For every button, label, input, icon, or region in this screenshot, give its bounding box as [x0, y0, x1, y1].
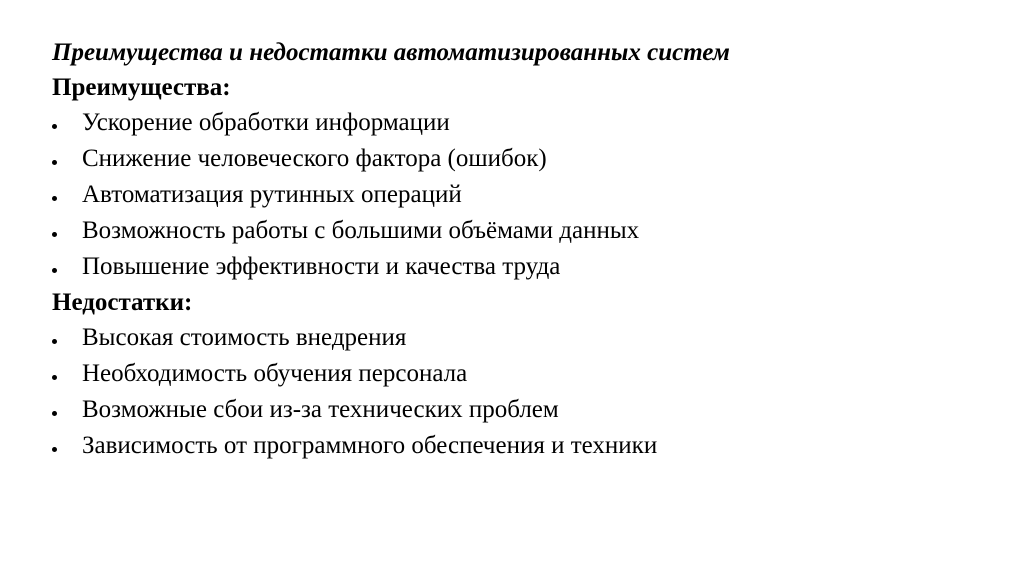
- advantage-item-text: Автоматизация рутинных операций: [82, 181, 462, 208]
- advantage-item-text: Повышение эффективности и качества труда: [82, 253, 561, 280]
- advantage-item: [52, 105, 992, 141]
- bullet-icon: [52, 232, 57, 237]
- bullet-icon: [52, 375, 57, 380]
- bullet-icon: [52, 196, 57, 201]
- disadvantages-heading: Недостатки:: [52, 289, 193, 316]
- disadvantage-item: [52, 320, 992, 356]
- advantage-item: [52, 177, 992, 213]
- advantage-item: [52, 213, 992, 249]
- slide-content: [52, 35, 992, 464]
- advantage-item: [52, 249, 992, 285]
- bullet-icon: [52, 160, 57, 165]
- disadvantage-item-text: Необходимость обучения персонала: [82, 360, 468, 387]
- bullet-icon: [52, 447, 57, 452]
- advantages-heading: Преимущества:: [52, 74, 231, 101]
- slide-title: Преимущества и недостатки автоматизированных систем: [52, 39, 730, 66]
- disadvantage-item-text: Высокая стоимость внедрения: [82, 324, 407, 351]
- bullet-icon: [52, 339, 57, 344]
- bullet-icon: [52, 268, 57, 273]
- bullet-icon: [52, 124, 57, 129]
- advantage-item-text: Возможность работы с большими объёмами данных: [82, 217, 640, 244]
- disadvantages-list: [52, 320, 992, 464]
- advantage-item-text: Снижение человеческого фактора (ошибок): [82, 145, 547, 172]
- bullet-icon: [52, 411, 57, 416]
- disadvantage-item-text: Зависимость от программного обеспечения и техники: [82, 432, 658, 459]
- disadvantage-item: [52, 356, 992, 392]
- disadvantage-item-text: Возможные сбои из-за технических проблем: [82, 396, 559, 423]
- advantage-item-text: Ускорение обработки информации: [82, 109, 450, 136]
- disadvantage-item: [52, 392, 992, 428]
- advantage-item: [52, 141, 992, 177]
- disadvantage-item: [52, 428, 992, 464]
- advantages-list: [52, 105, 992, 285]
